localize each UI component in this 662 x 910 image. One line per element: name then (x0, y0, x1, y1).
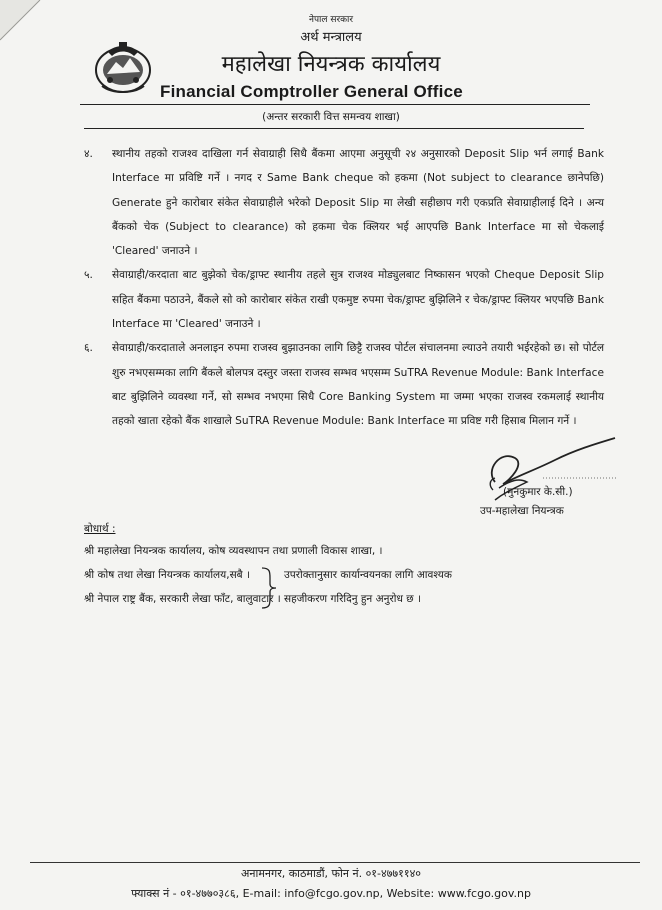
item-text: सेवाग्राही/करदाता बाट बुझेको चेक/ड्राफ्ट स्थानीय तहले सुत्र राजश्व मोड्युलबाट निष्कासन भएको Cheque Deposit Slip सहित बैंकमा पठाउने, बैंकले सो को कारोबार संकेत राखी एकमुष्ट रुपमा चेक/ड्राफ्ट बुझिलिने र चेक/ड्राफ्ट क्लियर भएपछि Bank Interface मा 'Cleared' जनाउने । (112, 269, 604, 331)
bracket-icon (258, 566, 278, 610)
recipient-line: श्री महालेखा नियन्त्रक कार्यालय, कोष व्यवस्थापन तथा प्रणाली विकास शाखा, । (84, 545, 383, 557)
list-item (84, 336, 604, 433)
footer-contact: फ्याक्स नं - ०१-४७७०३८६, E-mail: info@fcgo.gov.np, Website: www.fcgo.gov.np (131, 887, 531, 900)
list-item (84, 142, 604, 263)
item-text: स्थानीय तहको राजश्व दाखिला गर्न सेवाग्राही सिधै बैंकमा आएमा अनुसूची २४ अनुसारको Deposit Slip भर्न लगाई Bank Interface मा प्रविष्टि गर्ने । नगद र Same Bank cheque को हकमा (Not subject to clearance छानेपछि) Generate हुने कारोबार संकेत सेवाग्राहीले भरेको Deposit Slip मा लेखी सहीछाप गरी एकप्रति सेवाग्राहीलाई दिने । अन्य बैंकको चेक (Subject to clearance) को हकमा चेक क्लियर भई आएपछि Bank Interface मा सो चेकलाई 'Cleared' जनाउने । (112, 148, 604, 258)
branch-divider (84, 128, 584, 129)
footer-divider (30, 862, 640, 863)
list-item (84, 263, 604, 336)
letterhead (0, 0, 662, 130)
request-note: सहजीकरण गरिदिनु हुन अनुरोध छ । (284, 593, 421, 605)
item-text: सेवाग्राही/करदाताले अनलाइन रुपमा राजस्व बुझाउनका लागि छिट्टै राजस्व पोर्टल संचालनमा ल्याउने तयारी भईरहेको छ। सो पोर्टल शुरु नभएसम्मका लागि बैंकले बोलपत्र दस्तुर जस्ता राजस्व सम्भव भएसम्म SuTRA Revenue Module: Bank Interface बाट बुझिलिने व्यवस्था गर्ने, सो सम्भव नभएमा सिधै Core Banking System मा जम्मा भएका राजस्व रकमलाई स्थानीय तहको खाता रहेको बैंक शाखाले SuTRA Revenue Module: Bank Interface मा प्रविष्ट गरी हिसाब मिलान गर्ने । (112, 342, 604, 428)
government-name: नेपाल सरकार (308, 15, 354, 25)
item-number: ५. (84, 269, 93, 282)
ministry-name: अर्थ मन्त्रालय (300, 30, 362, 45)
office-name-english: Financial Comptroller General Office (160, 82, 463, 101)
header-divider (80, 104, 590, 105)
recipient-line: श्री नेपाल राष्ट्र बैंक, सरकारी लेखा फाँट, बालुवाटार । (84, 593, 281, 605)
office-name-nepali: महालेखा नियन्त्रक कार्यालय (221, 52, 441, 77)
request-note: उपरोक्तानुसार कार्यान्वयनका लागि आवश्यक (284, 569, 452, 581)
branch-name: (अन्तर सरकारी वित्त समन्वय शाखा) (262, 111, 400, 123)
signatory-title: उप-महालेखा नियन्त्रक (480, 505, 564, 517)
letter-body (84, 142, 604, 434)
footer-address: अनामनगर, काठमाडौं, फोन नं. ०१-४७७११४० (240, 867, 422, 880)
copy-to-title: बोधार्थ : (84, 523, 116, 535)
item-number: ४. (84, 148, 93, 160)
recipient-line: श्री कोष तथा लेखा नियन्त्रक कार्यालय,सबै । (84, 569, 250, 581)
signatory-name: (मुनकुमार के.सी.) (503, 486, 573, 498)
item-number: ६. (84, 342, 93, 355)
